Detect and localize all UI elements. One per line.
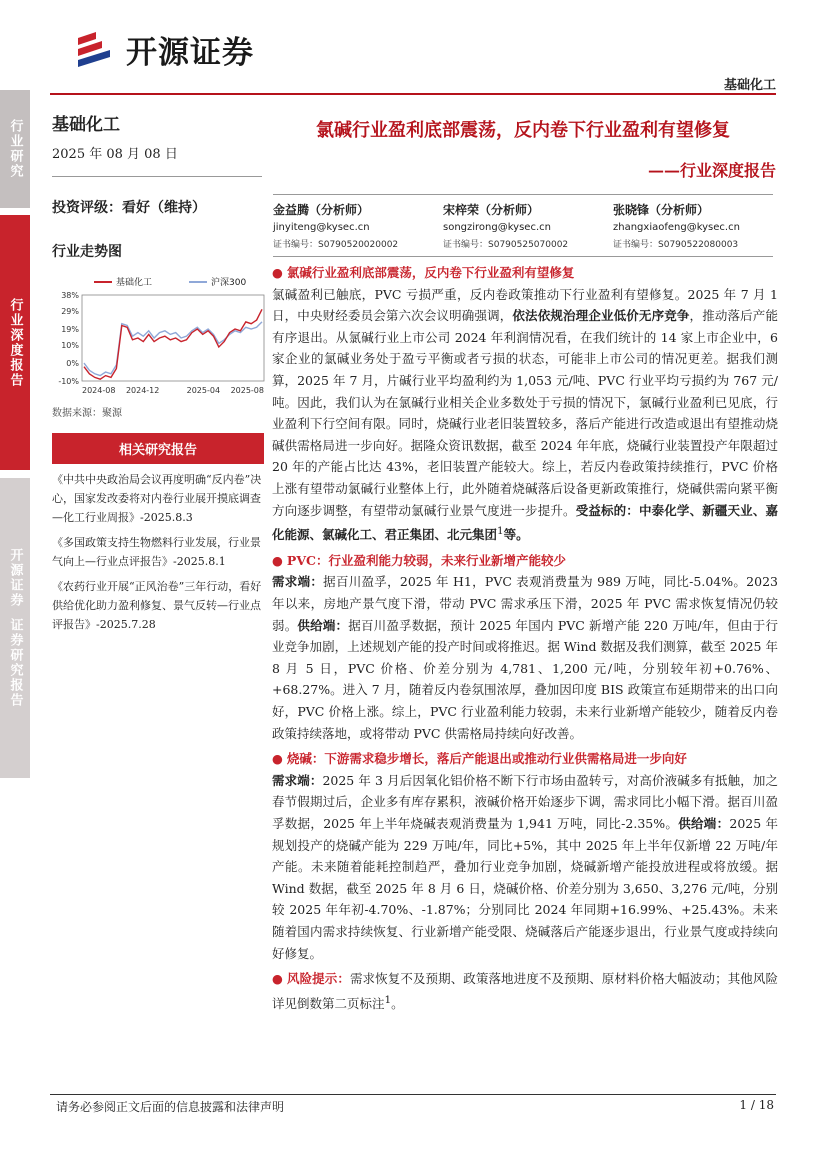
x-tick-label: 2025-08 bbox=[230, 386, 264, 395]
related-report-item[interactable]: 《农药行业开展“正风治卷”三年行动，看好供给优化助力盈利修复、景气反转—行业点评报告》-2025.7.28 bbox=[52, 580, 262, 631]
text: 氯碱盈利已触底，PVC 亏损严重，反内卷政策推动下行业盈利有望修复。2025 年 7 月 1 日，中央财经委员会第六次会议明确强调， bbox=[272, 286, 778, 324]
x-tick-label: 2024-12 bbox=[125, 386, 160, 395]
text-end: 。 bbox=[391, 995, 404, 1011]
text: 据百川盈孚数据，预计 2025 年国内 PVC 新增产能 220 万吨/年，但由于行业竞争加剧，上述规划产能的投产时间或将推迟。据 Wind 数据及我们测算，截至 2025 年 8 月 5 日，PVC 价格、价差分别为 4,781、1,200 元/吨，分别较年初+0.76%、+68.27%。进入 7 月，随着反内卷氛围浓厚，叠加因印度 BIS 政策宣布延期带来的出口向好，PVC 价格上涨。综上，PVC 行业盈利能力较弱，未来行业新增产能较少，随着反内卷政策持续落地，或将带动 PVC 供需格局持续向好改善。 bbox=[272, 617, 778, 741]
left-column bbox=[52, 110, 262, 634]
side-tab-kysec bbox=[0, 478, 30, 778]
side-tab-kysec-a: 开源证券 bbox=[7, 548, 23, 608]
author-card bbox=[443, 201, 603, 250]
footer-disclaimer: 请务必参阅正文后面的信息披露和法律声明 bbox=[56, 1100, 285, 1114]
author-cert: 证书编号：S0790525070002 bbox=[443, 240, 569, 250]
legend-label: 基础化工 bbox=[116, 278, 153, 288]
page-number: 1 / 18 bbox=[739, 1098, 774, 1112]
section-paragraph bbox=[272, 571, 778, 744]
brand-logo bbox=[74, 28, 254, 70]
author-card bbox=[273, 201, 433, 250]
section-heading: ● 烧碱：下游需求稳步增长，落后产能退出或推动行业供需格局进一步向好 bbox=[272, 748, 778, 770]
section-paragraph bbox=[272, 284, 778, 546]
chart-frame bbox=[82, 295, 264, 381]
series-line-chem bbox=[84, 309, 262, 379]
section-heading: ● PVC：行业盈利能力较弱，未来行业新增产能较少 bbox=[272, 550, 778, 572]
beneficiaries: 受益标的：中泰化学、新疆天业、嘉化能源、氯碱化工、君正集团、北元集团 bbox=[272, 502, 778, 543]
report-title: 氯碱行业盈利底部震荡，反内卷下行业盈利有望修复 bbox=[316, 120, 730, 141]
trend-chart-svg bbox=[52, 273, 267, 398]
x-tick-label: 2025-04 bbox=[186, 386, 221, 395]
chart-source: 数据来源：聚源 bbox=[52, 408, 122, 419]
authors-row bbox=[273, 194, 773, 257]
trend-chart bbox=[52, 273, 267, 398]
author-name: 金益腾（分析师） bbox=[273, 203, 370, 217]
author-email[interactable]: zhangxiaofeng@kysec.cn bbox=[613, 222, 740, 233]
author-email[interactable]: songzirong@kysec.cn bbox=[443, 222, 551, 233]
header-sector-tag: 基础化工 bbox=[723, 78, 776, 93]
report-body bbox=[272, 262, 778, 1019]
series-line-hs300 bbox=[84, 322, 262, 376]
text: 2025 年规划投产的烧碱产能为 229 万吨/年，同比+5%，其中 2025 年上半年仅新增 22 万吨/年产能。未来随着能耗控制趋严，叠加行业竞争加剧，烧碱新增产能投放进程或将放缓。据 Wind 数据，截至 2025 年 8 月 6 日，烧碱价格、价差分别为 3,650、3,276 元/吨，分别较 2025 年年初-4.70%、-1.87%；分别同比 2024 年同期+16.99%、+25.43%。未来随着国内需求持续恢复、行业新增产能受限、烧碱落后产能逐步退出，行业景气度或持续向好修复。 bbox=[272, 816, 778, 961]
side-tab-kysec-b: 证券研究报告 bbox=[7, 618, 23, 708]
section-heading: ● 氯碱行业盈利底部震荡，反内卷下行业盈利有望修复 bbox=[272, 262, 778, 284]
sector-name: 基础化工 bbox=[52, 115, 120, 135]
text: 2025 年 3 月后因氧化铝价格不断下行市场由盈转亏，对高价液碱多有抵触，加之春节假期过后，企业多有库存累积，液碱价格开始逐步下调，需求同比小幅下滑。据百川盈孚数据，2025 年上半年烧碱表观消费量为 1,941 万吨，同比-2.35%。 bbox=[272, 772, 778, 831]
author-name: 张晓锋（分析师） bbox=[613, 203, 710, 217]
report-date: 2025 年 08 月 08 日 bbox=[52, 147, 178, 162]
side-tab-deep-report: 行业深度报告 bbox=[0, 215, 30, 470]
footnote-mark: 1 bbox=[497, 525, 504, 538]
emphasis: 依法依规治理企业低价无序竞争 bbox=[512, 308, 690, 324]
footer-divider bbox=[50, 1094, 776, 1095]
related-report-item[interactable]: 《多国政策支持生物燃料行业发展，行业景气向上—行业点评报告》-2025.8.1 bbox=[52, 536, 261, 568]
emphasis: 需求端： bbox=[272, 574, 324, 590]
emphasis: 供给端： bbox=[678, 816, 730, 831]
y-tick-label: -10% bbox=[58, 377, 79, 386]
text-end: 等。 bbox=[503, 527, 529, 543]
brand-name: 开源证券 bbox=[126, 34, 254, 71]
text: ，推动落后产能有序退出。从氯碱行业上市公司 2024 年利润情况看，在我们统计的 14 家上市企业中，6 家企业的氯碱业务处于盈亏平衡或者亏损的状态，可能非上市公司的情况更差。据我们测算，2025 年 7 月，片碱行业平均盈利约为 1,053 元/吨、PVC 行业平均亏损约为 767 元/吨。因此，我们认为在氯碱行业相关企业多数处于亏损的情况下，氯碱行业盈利已见底，行业盈利下行空间有限。同时，烧碱行业老旧装置较多，落后产能进行改造或退出有望推动烧碱供需格局进一步向好。据隆众资讯数据，截至 2024 年年底，烧碱行业装置投产年限超过 20 年的产能占比达 43%，老旧装置产能较大。综上，若反内卷政策持续推行，PVC 价格上涨有望带动氯碱行业整体上行，此外随着烧碱落后设备更新政策推行，烧碱供需向紧平衡方向逐步调整，有望带动氯碱行业景气度进一步提升。 bbox=[272, 308, 778, 518]
risk-paragraph bbox=[272, 968, 778, 1014]
investment-rating: 投资评级：看好（维持） bbox=[52, 200, 206, 216]
header-divider bbox=[50, 93, 776, 95]
y-tick-label: 38% bbox=[61, 291, 79, 300]
text: 需求恢复不及预期、政策落地进度不及预期、原材料价格大幅波动；其他风险详见倒数第二页标注 bbox=[272, 971, 778, 1011]
author-cert: 证书编号：S0790520020002 bbox=[273, 240, 399, 250]
y-tick-label: 29% bbox=[61, 307, 79, 317]
risk-heading: ● 风险提示： bbox=[272, 971, 350, 986]
text: 据百川盈孚，2025 年 H1，PVC 表观消费量为 989 万吨，同比-5.04%。2023 年以来，房地产景气度下滑，带动 PVC 需求承压下滑，2025 年 PVC 需求恢复情况仍较弱。 bbox=[272, 574, 778, 633]
y-tick-label: 19% bbox=[61, 325, 79, 335]
related-reports-title: 相关研究报告 bbox=[52, 433, 264, 464]
section-paragraph bbox=[272, 770, 778, 964]
emphasis: 需求端： bbox=[272, 772, 323, 788]
legend-label: 沪深300 bbox=[211, 278, 247, 288]
left-divider bbox=[52, 176, 262, 177]
footnote-mark: 1 bbox=[384, 993, 392, 1006]
y-tick-label: 10% bbox=[61, 341, 79, 351]
y-tick-label: 0% bbox=[66, 359, 79, 369]
author-cert: 证书编号：S0790522080003 bbox=[613, 240, 739, 250]
x-tick-label: 2024-08 bbox=[82, 386, 116, 395]
emphasis: 供给端： bbox=[297, 617, 349, 633]
side-tab-industry-research: 行业研究 bbox=[0, 90, 30, 208]
author-email[interactable]: jinyiteng@kysec.cn bbox=[273, 222, 370, 233]
related-report-item[interactable]: 《中共中央政治局会议再度明确“反内卷”决心，国家发改委将对内卷行业展开摸底调查—化工行业周报》-2025.8.3 bbox=[52, 473, 262, 524]
author-card bbox=[613, 201, 773, 250]
trend-title: 行业走势图 bbox=[52, 244, 122, 260]
author-name: 宋梓荣（分析师） bbox=[443, 203, 540, 217]
report-subtitle: ——行业深度报告 bbox=[647, 161, 776, 180]
brand-mark-icon bbox=[74, 28, 118, 70]
